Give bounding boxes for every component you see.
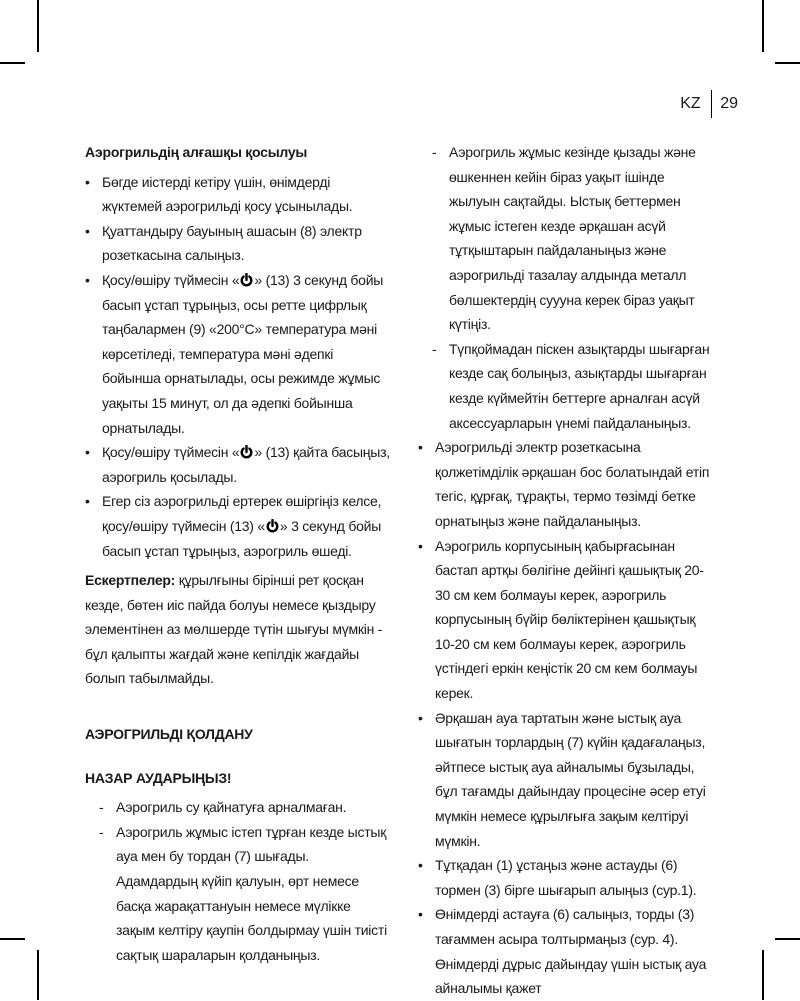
right-column	[418, 140, 716, 1001]
crop-mark-bottom-left-v	[37, 950, 39, 1000]
power-icon	[266, 519, 279, 533]
section-heading-usage: АЭРОГРИЛЬДІ ҚОЛДАНУ	[85, 726, 253, 743]
crop-mark-top-left-h	[0, 62, 25, 64]
crop-mark-bottom-right-v	[762, 950, 764, 1000]
crop-mark-top-right-v	[762, 0, 764, 52]
page-header	[680, 90, 738, 118]
note-text: құрылғыны бірінші рет қосқан кезде, бөтен иіс пайда болуы немесе қыздыру элементінен аз мөлшерде түтін шығуы мүмкін - бұл қалыпты жағдай және кепілдік жағдайы болып табылмайды.	[85, 572, 383, 687]
power-icon	[240, 445, 253, 459]
list-item: - Түпқоймадан піскен азықтарды шығарған кезде сақ болыңыз, азықтарды шығарған кезде күймейтін беттерге арналған асүй аксессуарларын үнемі пайдаланыңыз.	[418, 337, 716, 435]
crop-mark-bottom-left-h	[0, 938, 25, 940]
list-item: • Қосу/өшіру түймесін « » (13) 3 секунд бойы басып ұстап тұрыңыз, осы ретте цифрлық таңбалармен (9) «200°C» температура мәні көрсетіледі, температура мәні әдепкі бойынша орнатылады, осы режимде жұмыс уақыты 15 минут, ол да әдепкі бойынша орнатылады.	[85, 268, 391, 440]
list-item: • Бөгде иістерді кетіру үшін, өнімдерді жүктемей аэрогрильді қосу ұсынылады.	[85, 170, 391, 219]
first-use-list	[85, 170, 391, 564]
list-item: • Қуаттандыру бауының ашасын (8) электр розеткасына салыңыз.	[85, 219, 391, 268]
crop-mark-top-left-v	[37, 0, 39, 52]
crop-mark-top-right-h	[775, 62, 800, 64]
section-heading-first-use: Аэрогрильдің алғашқы қосылуы	[85, 144, 308, 160]
list-item: • Аэрогрильді электр розеткасына қолжетімділік әрқашан бос болатындай етіп тегіс, құрғақ, тұрақты, термо төзімді бетке орнатыңыз және пайдаланыңыз.	[418, 435, 716, 533]
list-item: • Аэрогриль корпусының қабырғасынан бастап артқы бөлігіне дейінгі қашықтық 20-30 см кем болмауы керек, аэрогриль корпусының бүйір бөліктерінен қашықтық 10-20 см кем болмауы керек, аэрогриль үстіндегі еркін кеңістік 20 см кем болмауы керек.	[418, 534, 716, 706]
warning-heading: НАЗАР АУДАРЫҢЫЗ!	[85, 769, 232, 786]
list-item: - Аэрогриль жұмыс кезінде қызады және өшкеннен кейін біраз уақыт ішінде жылуын сақтайды. Ыстық беттермен жұмыс істеген кезде әрқашан асүй тұтқыштарын пайдаланыңыз және аэрогрильді тазалау алдында металл бөлшектердің суууна керек біраз уақыт күтіңіз.	[418, 140, 716, 337]
usage-warning-list	[85, 795, 391, 967]
language-code: KZ	[680, 95, 701, 112]
header-divider	[711, 90, 713, 118]
list-item: - Аэрогриль жұмыс істеп тұрған кезде ыстық ауа мен бу тордан (7) шығады. Адамдардың күйіп қалуын, өрт немесе басқа жарақаттануын немесе мүлікке зақым келтіру қаупін болдырмау үшін тиісті сақтық шараларын қолданыңыз.	[85, 820, 391, 968]
list-item: - Аэрогриль су қайнатуға арналмаған.	[85, 795, 391, 820]
page-number: 29	[720, 95, 738, 112]
note-label: Ескертпелер:	[85, 572, 176, 589]
note-paragraph	[85, 568, 391, 691]
list-item: • Егер сіз аэрогрильді ертерек өшіргіңіз келсе, қосу/өшіру түймесін (13) « » 3 секунд бойы басып ұстап тұрыңыз, аэрогриль өшеді.	[85, 489, 391, 563]
list-item: • Әрқашан ауа тартатын және ыстық ауа шығатын торлардың (7) күйін қадағалаңыз, әйтпесе ыстық ауа айналымы бұзылады, бұл тағамды дайындау процесіне әсер етуі мүмкін немесе құрылғыға зақым келтіруі мүмкін.	[418, 706, 716, 854]
list-item: • Қосу/өшіру түймесін « » (13) қайта басыңыз, аэрогриль қосылады.	[85, 440, 391, 489]
right-warning-list	[418, 140, 716, 435]
crop-mark-bottom-right-h	[775, 938, 800, 940]
right-instructions-list	[418, 435, 716, 1001]
left-column	[85, 140, 391, 967]
list-item: • Өнімдерді астауға (6) салыңыз, торды (3) тағаммен асыра толтырмаңыз (сур. 4). Өнімдерді дұрыс дайындау үшін ыстық ауа айналымы қажет	[418, 902, 716, 1000]
list-item: • Тұтқадан (1) ұстаңыз және астауды (6) тормен (3) бірге шығарып алыңыз (сур.1).	[418, 853, 716, 902]
power-icon	[240, 273, 253, 287]
